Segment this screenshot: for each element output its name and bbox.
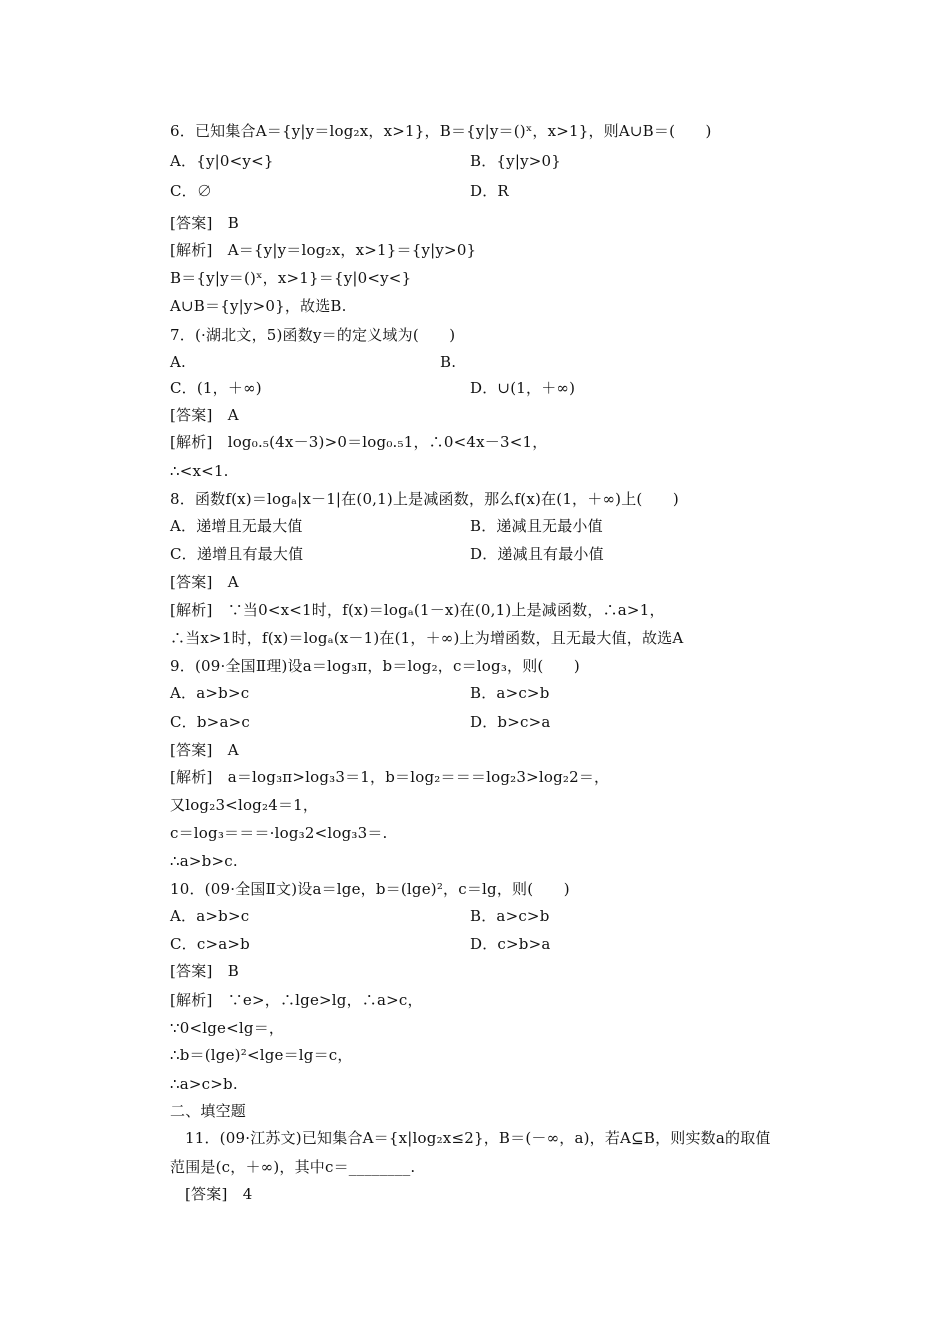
text-line: 7．(·湖北文，5)函数y＝的定义域为( ): [170, 326, 456, 344]
text-line: B＝{y|y＝()ˣ，x>1}＝{y|0<y<}: [170, 269, 412, 287]
text-line: [解析] log₀.₅(4x－3)>0＝log₀.₅1，∴0<4x－3<1，: [170, 433, 548, 451]
text-line: [答案] A: [170, 573, 239, 591]
option-right: D．递减且有最小值: [470, 545, 604, 563]
text-line: C．∅: [170, 182, 213, 200]
option-right: B．递减且无最小值: [470, 517, 603, 535]
text-line: 二、填空题: [170, 1102, 247, 1120]
text-line: C．(1，＋∞): [170, 379, 262, 397]
option-right: D．b>c>a: [470, 713, 551, 731]
text-line: [答案] A: [170, 741, 239, 759]
text-line: A．a>b>c: [170, 684, 250, 702]
text-line: c＝log₃＝＝＝·log₃2<log₃3＝.: [170, 824, 388, 842]
option-right: B．a>c>b: [470, 907, 550, 925]
text-line: 6．已知集合A＝{y|y＝log₂x，x>1}，B＝{y|y＝()ˣ，x>1}，则A∪B＝( ): [170, 122, 712, 140]
text-line: [答案] B: [170, 214, 239, 232]
text-line: A．递增且无最大值: [170, 517, 303, 535]
option-right: B．{y|y>0}: [470, 152, 562, 170]
text-line: C．c>a>b: [170, 935, 250, 953]
option-right: D．c>b>a: [470, 935, 551, 953]
text-line: ∴a>b>c.: [170, 852, 238, 870]
option-right: B．a>c>b: [470, 684, 550, 702]
text-line: A∪B＝{y|y>0}，故选B.: [170, 297, 347, 315]
text-line: [解析] A＝{y|y＝log₂x，x>1}＝{y|y>0}: [170, 241, 477, 259]
text-line: [答案] B: [170, 962, 239, 980]
text-line: [答案] 4: [185, 1185, 253, 1203]
text-line: 10．(09·全国Ⅱ文)设a＝lge，b＝(lge)²，c＝lg，则( ): [170, 880, 570, 898]
text-line: C．递增且有最大值: [170, 545, 304, 563]
option-right: B.: [440, 353, 457, 371]
text-line: 8．函数f(x)＝logₐ|x－1|在(0,1)上是减函数，那么f(x)在(1，＋∞)上( ): [170, 490, 679, 508]
text-line: 11．(09·江苏文)已知集合A＝{x|log₂x≤2}，B＝(－∞，a)，若A⊆B，则实数a的取值: [185, 1129, 771, 1147]
text-line: ∴a>c>b.: [170, 1075, 238, 1093]
text-line: ∵0<lge<lg＝，: [170, 1019, 285, 1037]
text-line: 范围是(c，＋∞)，其中c＝________.: [170, 1158, 416, 1176]
text-line: ∴b＝(lge)²<lge＝lg＝c，: [170, 1046, 353, 1064]
text-line: A．{y|0<y<}: [170, 152, 274, 170]
text-line: ∴<x<1.: [170, 462, 229, 480]
text-line: 又log₂3<log₂4＝1，: [170, 796, 319, 814]
text-line: [解析] a＝log₃π>log₃3＝1，b＝log₂＝＝＝log₂3>log₂2＝，: [170, 768, 610, 786]
text-line: 9．(09·全国Ⅱ理)设a＝log₃π，b＝log₂，c＝log₃，则( ): [170, 657, 580, 675]
text-line: A．a>b>c: [170, 907, 250, 925]
option-right: D．R: [470, 182, 509, 200]
text-line: [解析] ∵e>，∴lge>lg，∴a>c，: [170, 991, 423, 1009]
text-line: ∴当x>1时，f(x)＝logₐ(x－1)在(1，＋∞)上为增函数，且无最大值，故选A: [170, 629, 684, 647]
option-right: D．∪(1，＋∞): [470, 379, 576, 397]
text-line: A.: [170, 353, 187, 371]
text-line: [解析] ∵当0<x<1时，f(x)＝logₐ(1－x)在(0,1)上是减函数，∴a>1，: [170, 601, 665, 619]
text-line: C．b>a>c: [170, 713, 250, 731]
text-line: [答案] A: [170, 406, 239, 424]
